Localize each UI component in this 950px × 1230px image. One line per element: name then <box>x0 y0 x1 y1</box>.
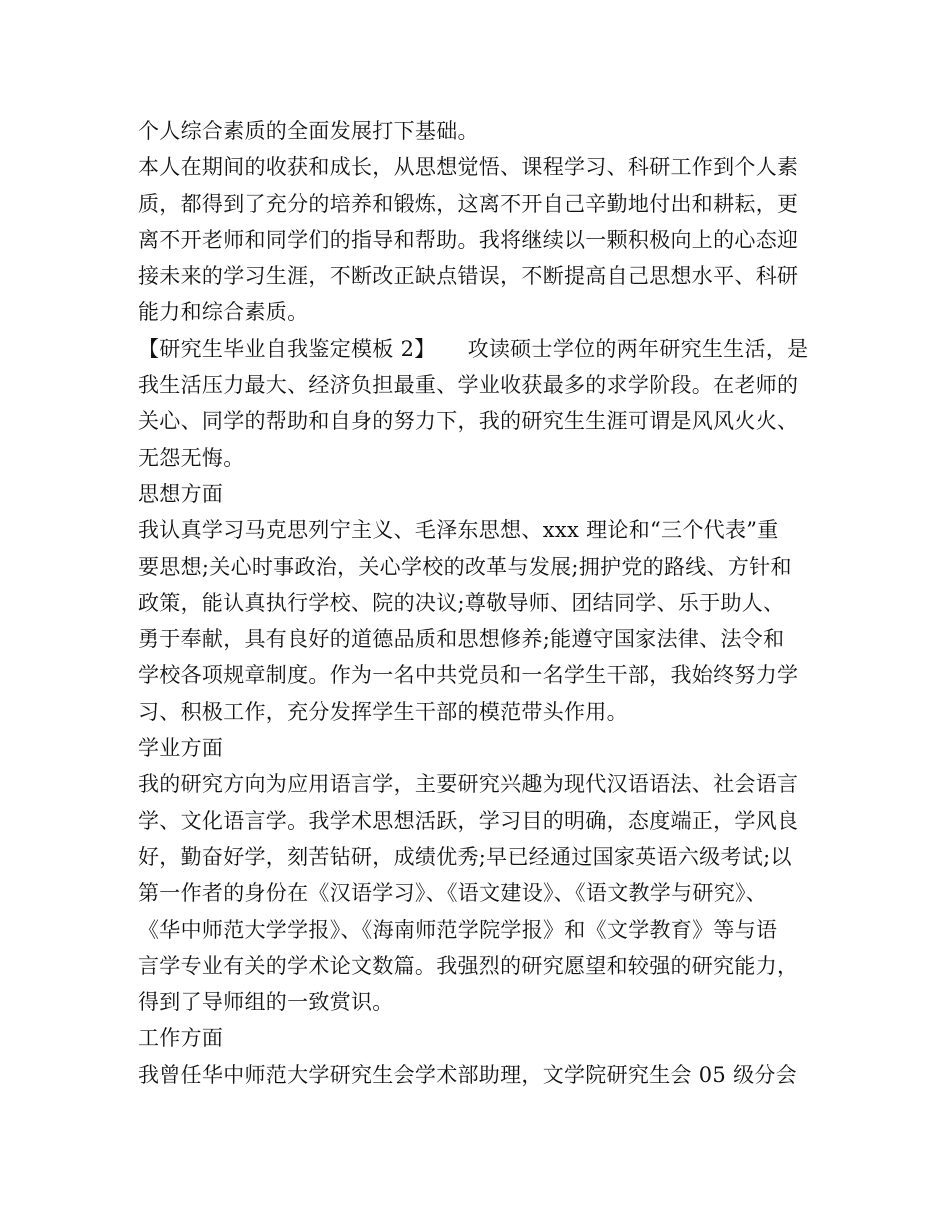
text-line: 勇于奉献，具有良好的道德品质和思想修养;能遵守国家法律、法令和 <box>138 627 785 652</box>
text-line: 《华中师范大学学报》、《海南师范学院学报》和《文学教育》等与语 <box>138 917 778 942</box>
text-line: 第一作者的身份在《汉语学习》、《语文建设》、《语文教学与研究》、 <box>138 881 768 906</box>
text-line: 习、积极工作，充分发挥学生干部的模范带头作用。 <box>138 699 628 724</box>
text-line: 接未来的学习生涯，不断改正缺点错误，不断提高自己思想水平、科研 <box>138 264 799 289</box>
text-line: 言学专业有关的学术论文数篇。我强烈的研究愿望和较强的研究能力， <box>138 953 799 978</box>
text-line: 关心、同学的帮助和自身的努力下，我的研究生生涯可谓是风风火火、 <box>138 409 799 434</box>
text-line: 个人综合素质的全面发展打下基础。 <box>138 119 479 143</box>
text-line: 要思想;关心时事政治，关心学校的改革与发展;拥护党的路线、方针和 <box>138 554 792 579</box>
text-line: 我曾任华中师范大学研究生会学术部助理，文学院研究生会 05 级分会 <box>138 1062 797 1087</box>
text-line: 学、文化语言学。我学术思想活跃，学习目的明确，态度端正，学风良 <box>138 808 799 833</box>
text-line: 学校各项规章制度。作为一名中共党员和一名学生干部，我始终努力学 <box>138 663 799 688</box>
section-heading-work: 工作方面 <box>138 1026 224 1051</box>
section-heading-academics: 学业方面 <box>138 736 224 761</box>
text-line: 能力和综合素质。 <box>138 300 309 325</box>
section-heading-ideology: 思想方面 <box>138 481 224 506</box>
text-line: 政策，能认真执行学校、院的决议;尊敬导师、团结同学、乐于助人、 <box>138 590 785 615</box>
text-line: 我生活压力最大、经济负担最重、学业收获最多的求学阶段。在老师的 <box>138 373 799 398</box>
section-heading-template-2: 【研究生毕业自我鉴定模板 2】 攻读硕士学位的两年研究生生活，是 <box>138 336 809 361</box>
text-line: 离不开老师和同学们的指导和帮助。我将继续以一颗积极向上的心态迎 <box>138 227 799 252</box>
text-line: 无怨无悔。 <box>138 445 245 470</box>
text-line: 好，勤奋好学，刻苦钻研，成绩优秀;早已经通过国家英语六级考试;以 <box>138 844 792 869</box>
text-line: 我认真学习马克思列宁主义、毛泽东思想、xxx 理论和“三个代表”重 <box>138 518 779 543</box>
text-line: 质，都得到了充分的培养和锻炼，这离不开自己辛勤地付出和耕耘，更 <box>138 191 799 216</box>
text-line: 我的研究方向为应用语言学，主要研究兴趣为现代汉语语法、社会语言 <box>138 772 799 797</box>
text-line: 得到了导师组的一致赏识。 <box>138 990 394 1015</box>
text-line: 本人在期间的收获和成长，从思想觉悟、课程学习、科研工作到个人素 <box>138 155 799 180</box>
document-body <box>138 113 828 1093</box>
